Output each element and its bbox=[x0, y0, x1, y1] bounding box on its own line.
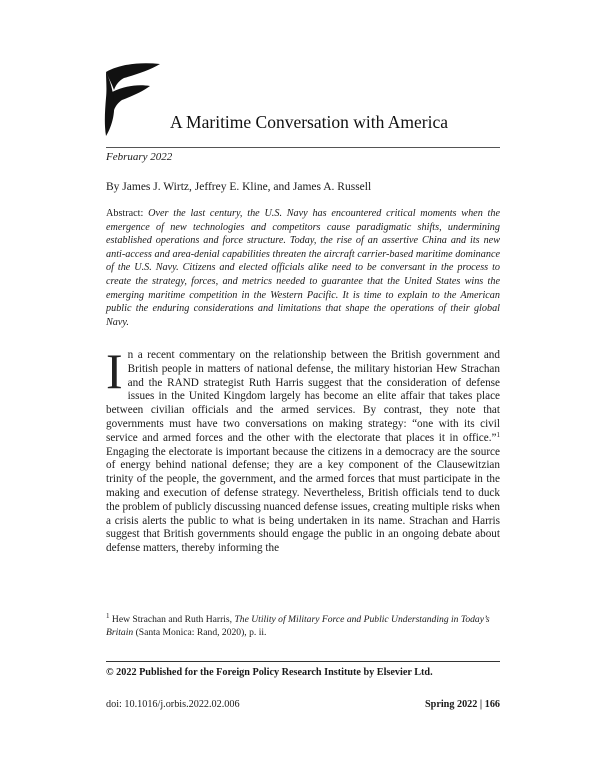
footnote-work-title: The Utility of Military Force and Public Understanding in Today’s Britain bbox=[106, 614, 490, 638]
authors-line: By James J. Wirtz, Jeffrey E. Kline, and James A. Russell bbox=[106, 181, 372, 193]
page-info bbox=[425, 699, 500, 710]
issue-label: Spring 2022 bbox=[425, 699, 478, 710]
footnote bbox=[106, 614, 500, 639]
abstract-text: Over the last century, the U.S. Navy has encountered critical moments when the emergence of new technologies and competitors cause paradigmatic shifts, undermining established operations and force structure. Today, the rise of an assertive China and its new anti-access and area-denial capabilities threaten the aircraft carrier-based maritime dominance of the U.S. Navy. Citizens and elected officials alike need to be conversant in the process to create the strategy, forces, and metrics needed to guarantee that the United States wins the emerging maritime competition in the Western Pacific. It is time to explain to the American public the enduring considerations and limitations that shape the operations of their global Navy. bbox=[106, 208, 500, 328]
fpri-logo-icon bbox=[86, 62, 162, 138]
footer-separator: | bbox=[479, 699, 483, 710]
abstract bbox=[106, 207, 500, 329]
drop-cap: I bbox=[106, 343, 123, 399]
body-text bbox=[106, 343, 500, 556]
footnote-details: (Santa Monica: Rand, 2020), p. ii. bbox=[135, 626, 267, 638]
footnote-ref[interactable]: 1 bbox=[496, 430, 500, 439]
footnote-authors: Hew Strachan and Ruth Harris, bbox=[111, 614, 233, 625]
footnote-number: 1 bbox=[106, 612, 110, 620]
article-title: A Maritime Conversation with America bbox=[170, 112, 449, 132]
publication-date: February 2022 bbox=[106, 151, 173, 163]
copyright-line: © 2022 Published for the Foreign Policy Research Institute by Elsevier Ltd. bbox=[106, 667, 433, 678]
header-divider bbox=[106, 147, 500, 148]
abstract-label: Abstract: bbox=[106, 208, 144, 219]
doi-link[interactable]: doi: 10.1016/j.orbis.2022.02.006 bbox=[106, 699, 240, 710]
body-paragraph-start: n a recent commentary on the relationship between the British government and British people in matters of national defense, the military historian Hew Strachan and the RAND strategist Ruth Harris suggest that the consideration of defense issues in the United Kingdom largely has become an elite affair that takes place between civilian officials and the armed services. By contrast, they note that governments must have two conversations on making strategy: “one with its civil service and armed forces and the other with the electorate that places it in office.” bbox=[106, 349, 500, 444]
page-number: 166 bbox=[484, 699, 500, 710]
body-paragraph-rest: Engaging the electorate is important because the citizens in a democracy are the source of energy behind national defense; they are a key component of the Clausewitzian trinity of the people, the government, and the armed forces that must participate in the making and execution of defense strategy. Nevertheless, British officials tend to duck the problem of publicly discussing nuanced defense issues, creating multiple risks when a crisis alerts the public to what is being undertaken in its name. Strachan and Harris suggest that British governments should engage the public in an ongoing debate about defense matters, thereby informing the bbox=[106, 445, 500, 555]
footer-divider bbox=[106, 661, 500, 662]
